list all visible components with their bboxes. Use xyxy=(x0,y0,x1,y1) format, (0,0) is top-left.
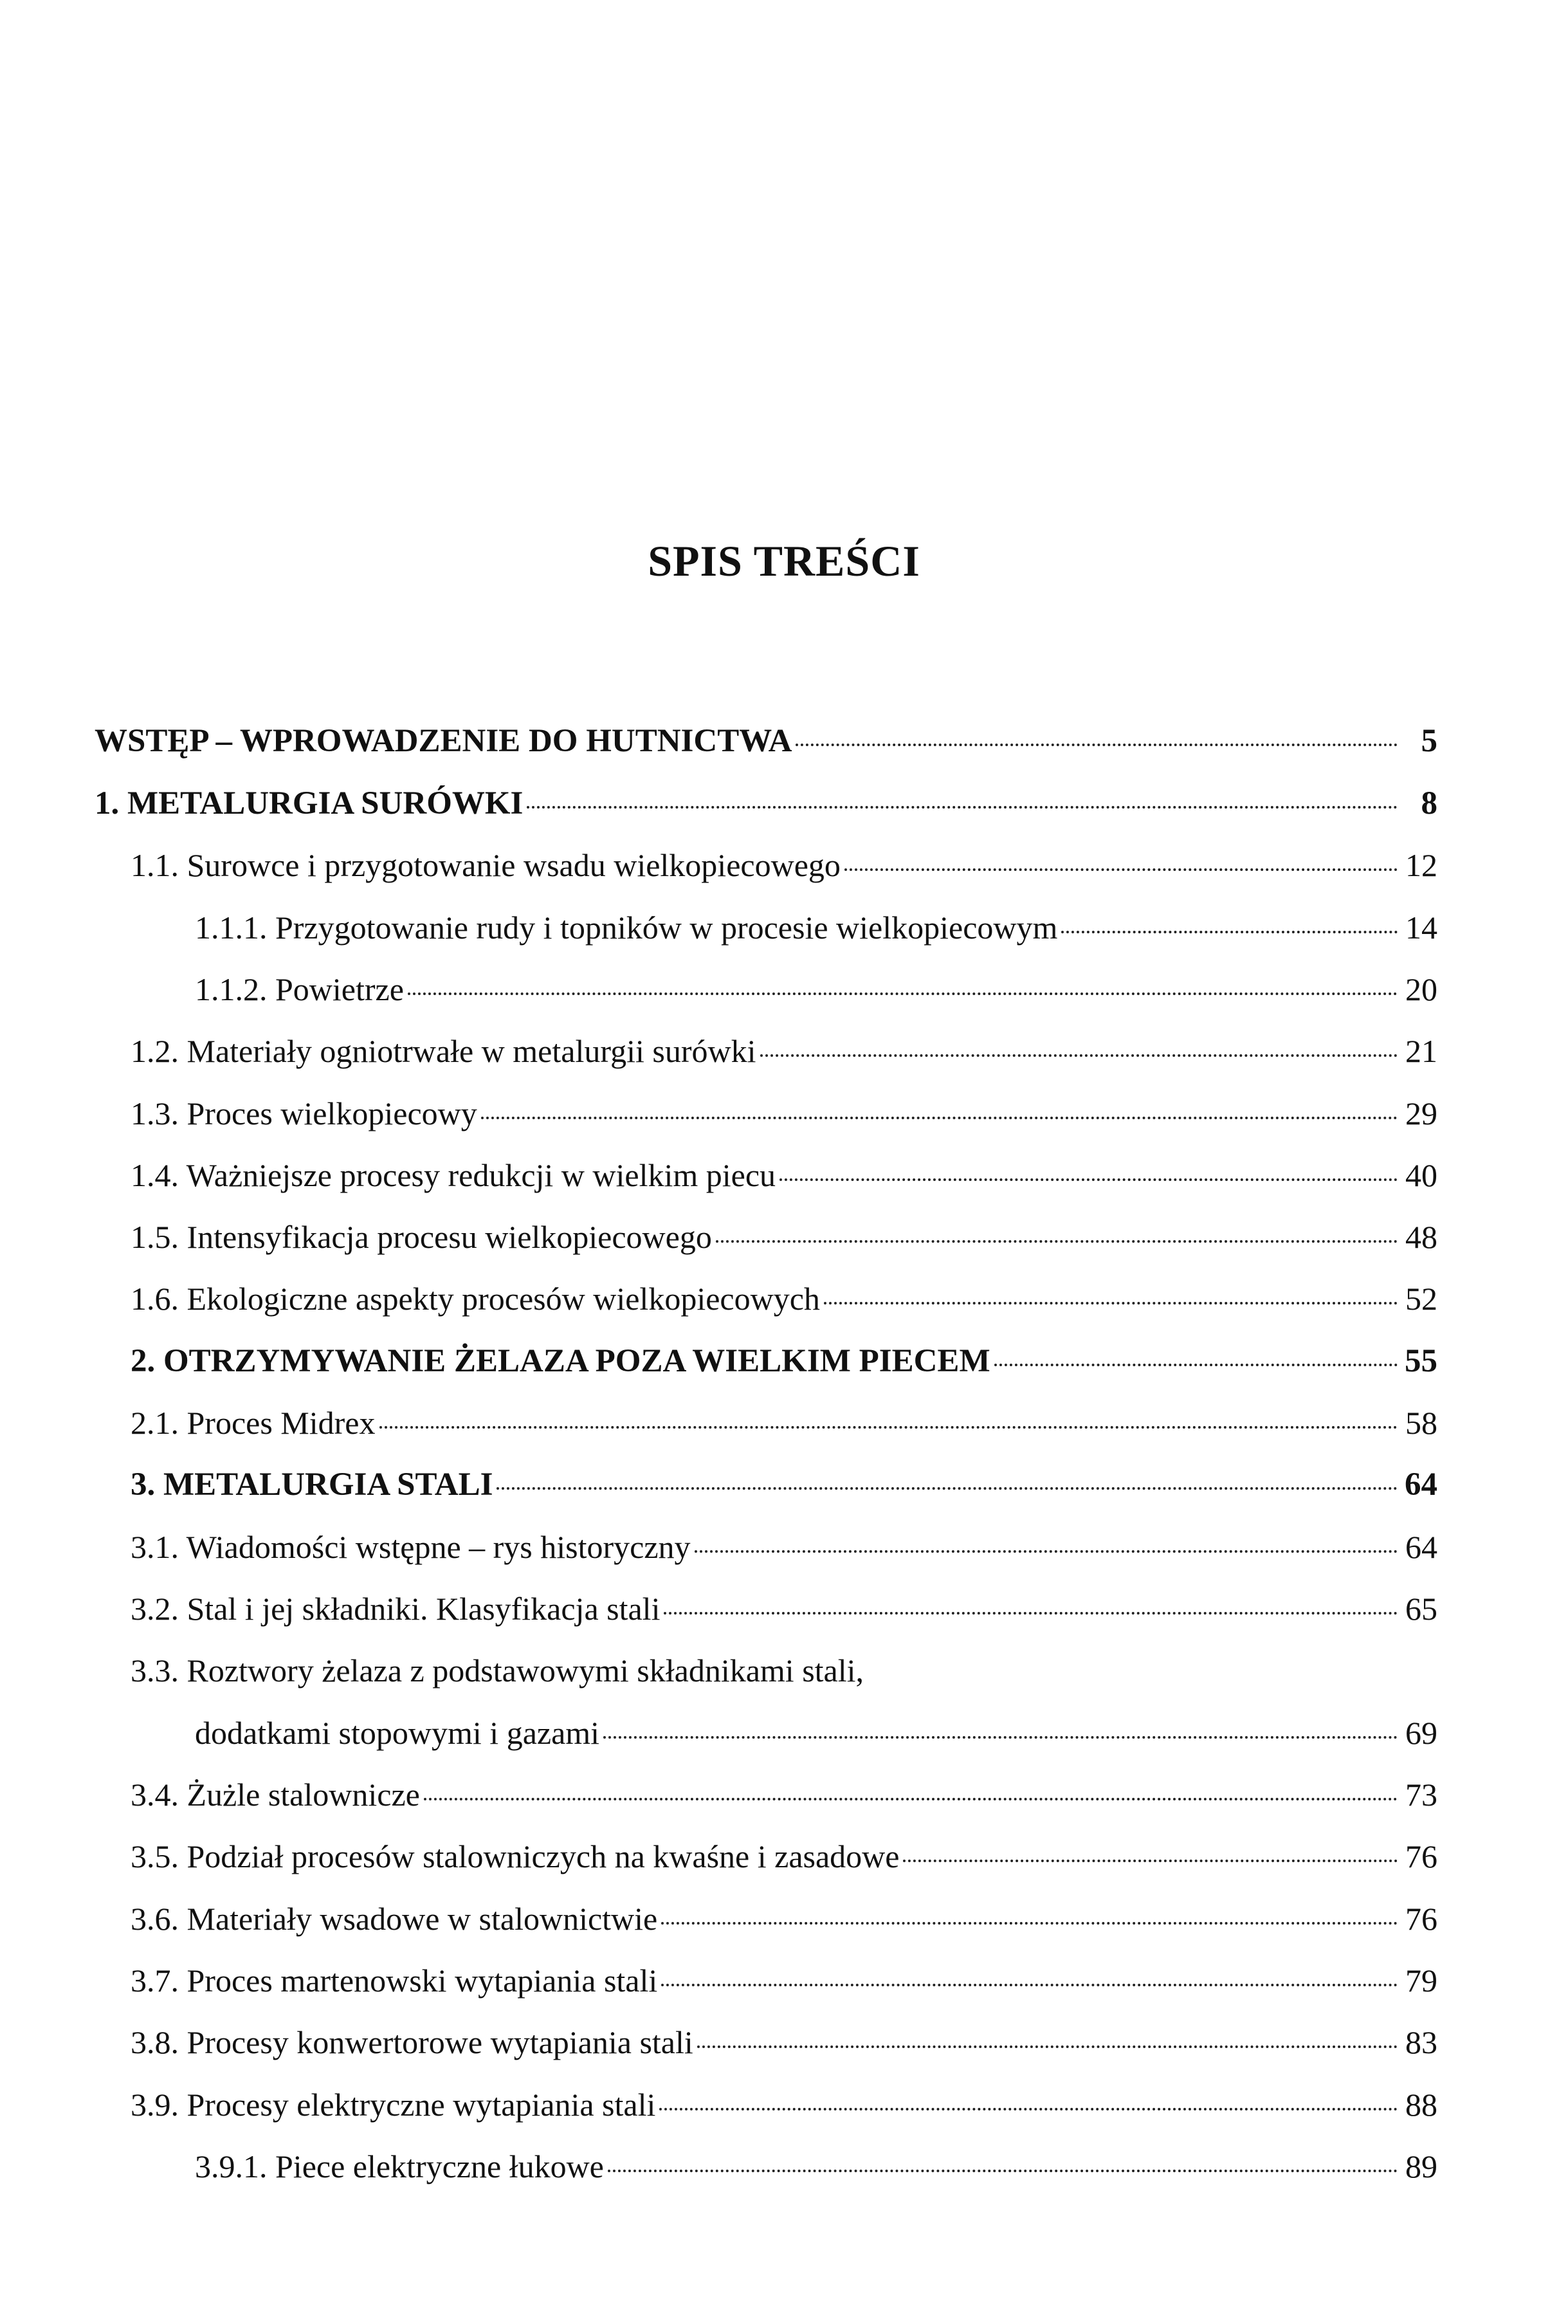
toc-leader-dots xyxy=(661,1984,1398,1986)
toc-entry-title: 1.3. Proces wielkopiecowy xyxy=(131,1095,477,1131)
toc-leader-dots xyxy=(779,1178,1398,1181)
toc-entry-wstep[interactable] xyxy=(95,722,1437,760)
toc-entry-1-1[interactable] xyxy=(131,846,1437,884)
toc-entry-2-1[interactable] xyxy=(131,1404,1437,1442)
toc-entry-title: 1.6. Ekologiczne aspekty procesów wielkopiecowych xyxy=(131,1281,820,1317)
toc-entry-page: 89 xyxy=(1405,2148,1437,2184)
toc-entry-page: 83 xyxy=(1405,2024,1437,2060)
toc-leader-dots xyxy=(1061,931,1398,933)
toc-entry-page: 76 xyxy=(1405,1901,1437,1937)
toc-entry-3-7[interactable] xyxy=(131,1961,1437,2000)
toc-leader-dots xyxy=(664,1612,1398,1615)
toc-entry-page: 55 xyxy=(1405,1343,1437,1379)
toc-entry-title: 1.2. Materiały ogniotrwałe w metalurgii surówki xyxy=(131,1033,756,1069)
toc-leader-dots xyxy=(659,2108,1398,2110)
toc-entry-title: 1.1.1. Przygotowanie rudy i topników w procesie wielkopiecowym xyxy=(195,910,1058,946)
toc-leader-dots xyxy=(603,1736,1398,1739)
toc-entry-page: 40 xyxy=(1405,1157,1437,1193)
toc-entry-page: 52 xyxy=(1405,1281,1437,1317)
toc-entry-title: 3.7. Proces martenowski wytapiania stali xyxy=(131,1963,658,1999)
toc-entry-title: 2. OTRZYMYWANIE ŻELAZA POZA WIELKIM PIECEM xyxy=(131,1343,990,1379)
toc-leader-dots xyxy=(408,993,1398,995)
toc-leader-dots xyxy=(716,1240,1398,1243)
toc-leader-dots xyxy=(844,868,1398,871)
toc-entry-3-2[interactable] xyxy=(131,1589,1437,1628)
toc-entry-title: WSTĘP – WPROWADZENIE DO HUTNICTWA xyxy=(95,723,792,759)
toc-entry-title: 2.1. Proces Midrex xyxy=(131,1405,376,1441)
toc-entry-3-3[interactable] xyxy=(195,1714,1437,1752)
toc-leader-dots xyxy=(903,1860,1398,1862)
toc-entry-title: 3.4. Żużle stalownicze xyxy=(131,1777,420,1813)
toc-entry-chapter-1[interactable] xyxy=(95,784,1437,823)
toc-entry-page: 5 xyxy=(1421,723,1437,759)
toc-leader-dots xyxy=(697,2045,1398,2048)
toc-entry-page: 76 xyxy=(1405,1838,1437,1874)
toc-entry-title: 3.1. Wiadomości wstępne – rys historyczny xyxy=(131,1529,691,1565)
page-title: SPIS TREŚCI xyxy=(648,536,920,585)
toc-leader-dots xyxy=(424,1798,1398,1800)
toc-entry-3-6[interactable] xyxy=(131,1899,1437,1938)
toc-entry-1-6[interactable] xyxy=(131,1279,1437,1318)
toc-leader-dots xyxy=(695,1550,1398,1553)
toc-entry-title: 3.8. Procesy konwertorowe wytapiania stali xyxy=(131,2024,693,2060)
toc-entry-3-5[interactable] xyxy=(131,1837,1437,1876)
toc-entry-3-9[interactable] xyxy=(131,2085,1437,2124)
toc-entry-title: 1.5. Intensyfikacja procesu wielkopiecowego xyxy=(131,1219,712,1255)
toc-entry-1-1-1[interactable] xyxy=(195,908,1437,947)
toc-leader-dots xyxy=(379,1426,1398,1429)
toc-entry-title: 3.2. Stal i jej składniki. Klasyfikacja stali xyxy=(131,1591,661,1627)
toc-entry-3-4[interactable] xyxy=(131,1775,1437,1814)
toc-leader-dots xyxy=(824,1302,1398,1304)
toc-entry-title: 3.9.1. Piece elektryczne łukowe xyxy=(195,2148,604,2184)
toc-entry-title: 1.1. Surowce i przygotowanie wsadu wielkopiecowego xyxy=(131,847,841,883)
toc-leader-dots xyxy=(796,744,1398,746)
toc-entry-page: 65 xyxy=(1405,1591,1437,1627)
toc-entry-title: 3.9. Procesy elektryczne wytapiania stali xyxy=(131,2087,656,2123)
toc-entry-page: 29 xyxy=(1405,1095,1437,1131)
toc-entry-page: 14 xyxy=(1405,910,1437,946)
toc-entry-page: 73 xyxy=(1405,1777,1437,1813)
toc-entry-page: 8 xyxy=(1421,785,1437,821)
toc-entry-1-5[interactable] xyxy=(131,1218,1437,1256)
toc-entry-page: 20 xyxy=(1405,971,1437,1007)
toc-entry-page: 88 xyxy=(1405,2087,1437,2123)
toc-entry-title: 1.4. Ważniejsze procesy redukcji w wielkim piecu xyxy=(131,1157,776,1193)
toc-leader-dots xyxy=(994,1364,1398,1366)
toc-leader-dots xyxy=(497,1487,1398,1490)
toc-entry-title: 3.6. Materiały wsadowe w stalownictwie xyxy=(131,1901,658,1937)
toc-entry-page: 69 xyxy=(1405,1715,1437,1751)
toc-leader-dots xyxy=(760,1054,1398,1057)
toc-entry-page: 21 xyxy=(1405,1033,1437,1069)
toc-entry-3-1[interactable] xyxy=(131,1528,1437,1566)
toc-entry-title: 3. METALURGIA STALI xyxy=(131,1467,493,1503)
toc-entry-1-1-2[interactable] xyxy=(195,970,1437,1009)
toc-entry-title: 1. METALURGIA SURÓWKI xyxy=(95,785,524,821)
toc-entry-3-9-1[interactable] xyxy=(195,2147,1437,2186)
toc-entry-title: 3.5. Podział procesów stalowniczych na kwaśne i zasadowe xyxy=(131,1838,900,1874)
toc-leader-dots xyxy=(661,1922,1398,1925)
toc-entry-title: dodatkami stopowymi i gazami xyxy=(195,1715,600,1751)
toc-entry-page: 64 xyxy=(1405,1467,1437,1503)
toc-entry-chapter-3[interactable] xyxy=(131,1465,1437,1504)
toc-leader-dots xyxy=(527,806,1398,809)
toc-entry-3-3-line1[interactable]: 3.3. Roztwory żelaza z podstawowymi składnikami stali, xyxy=(131,1652,864,1688)
toc-entry-1-4[interactable] xyxy=(131,1156,1437,1194)
toc-entry-3-8[interactable] xyxy=(131,2023,1437,2062)
toc-entry-page: 64 xyxy=(1405,1529,1437,1565)
toc-entry-chapter-2[interactable] xyxy=(131,1342,1437,1380)
toc-entry-page: 12 xyxy=(1405,847,1437,883)
toc-entry-page: 48 xyxy=(1405,1219,1437,1255)
toc-entry-page: 58 xyxy=(1405,1405,1437,1441)
toc-entry-1-3[interactable] xyxy=(131,1094,1437,1133)
toc-entry-1-2[interactable] xyxy=(131,1032,1437,1070)
toc-entry-title: 1.1.2. Powietrze xyxy=(195,971,404,1007)
toc-leader-dots xyxy=(608,2170,1398,2172)
toc-leader-dots xyxy=(481,1117,1398,1119)
toc-entry-page: 79 xyxy=(1405,1963,1437,1999)
